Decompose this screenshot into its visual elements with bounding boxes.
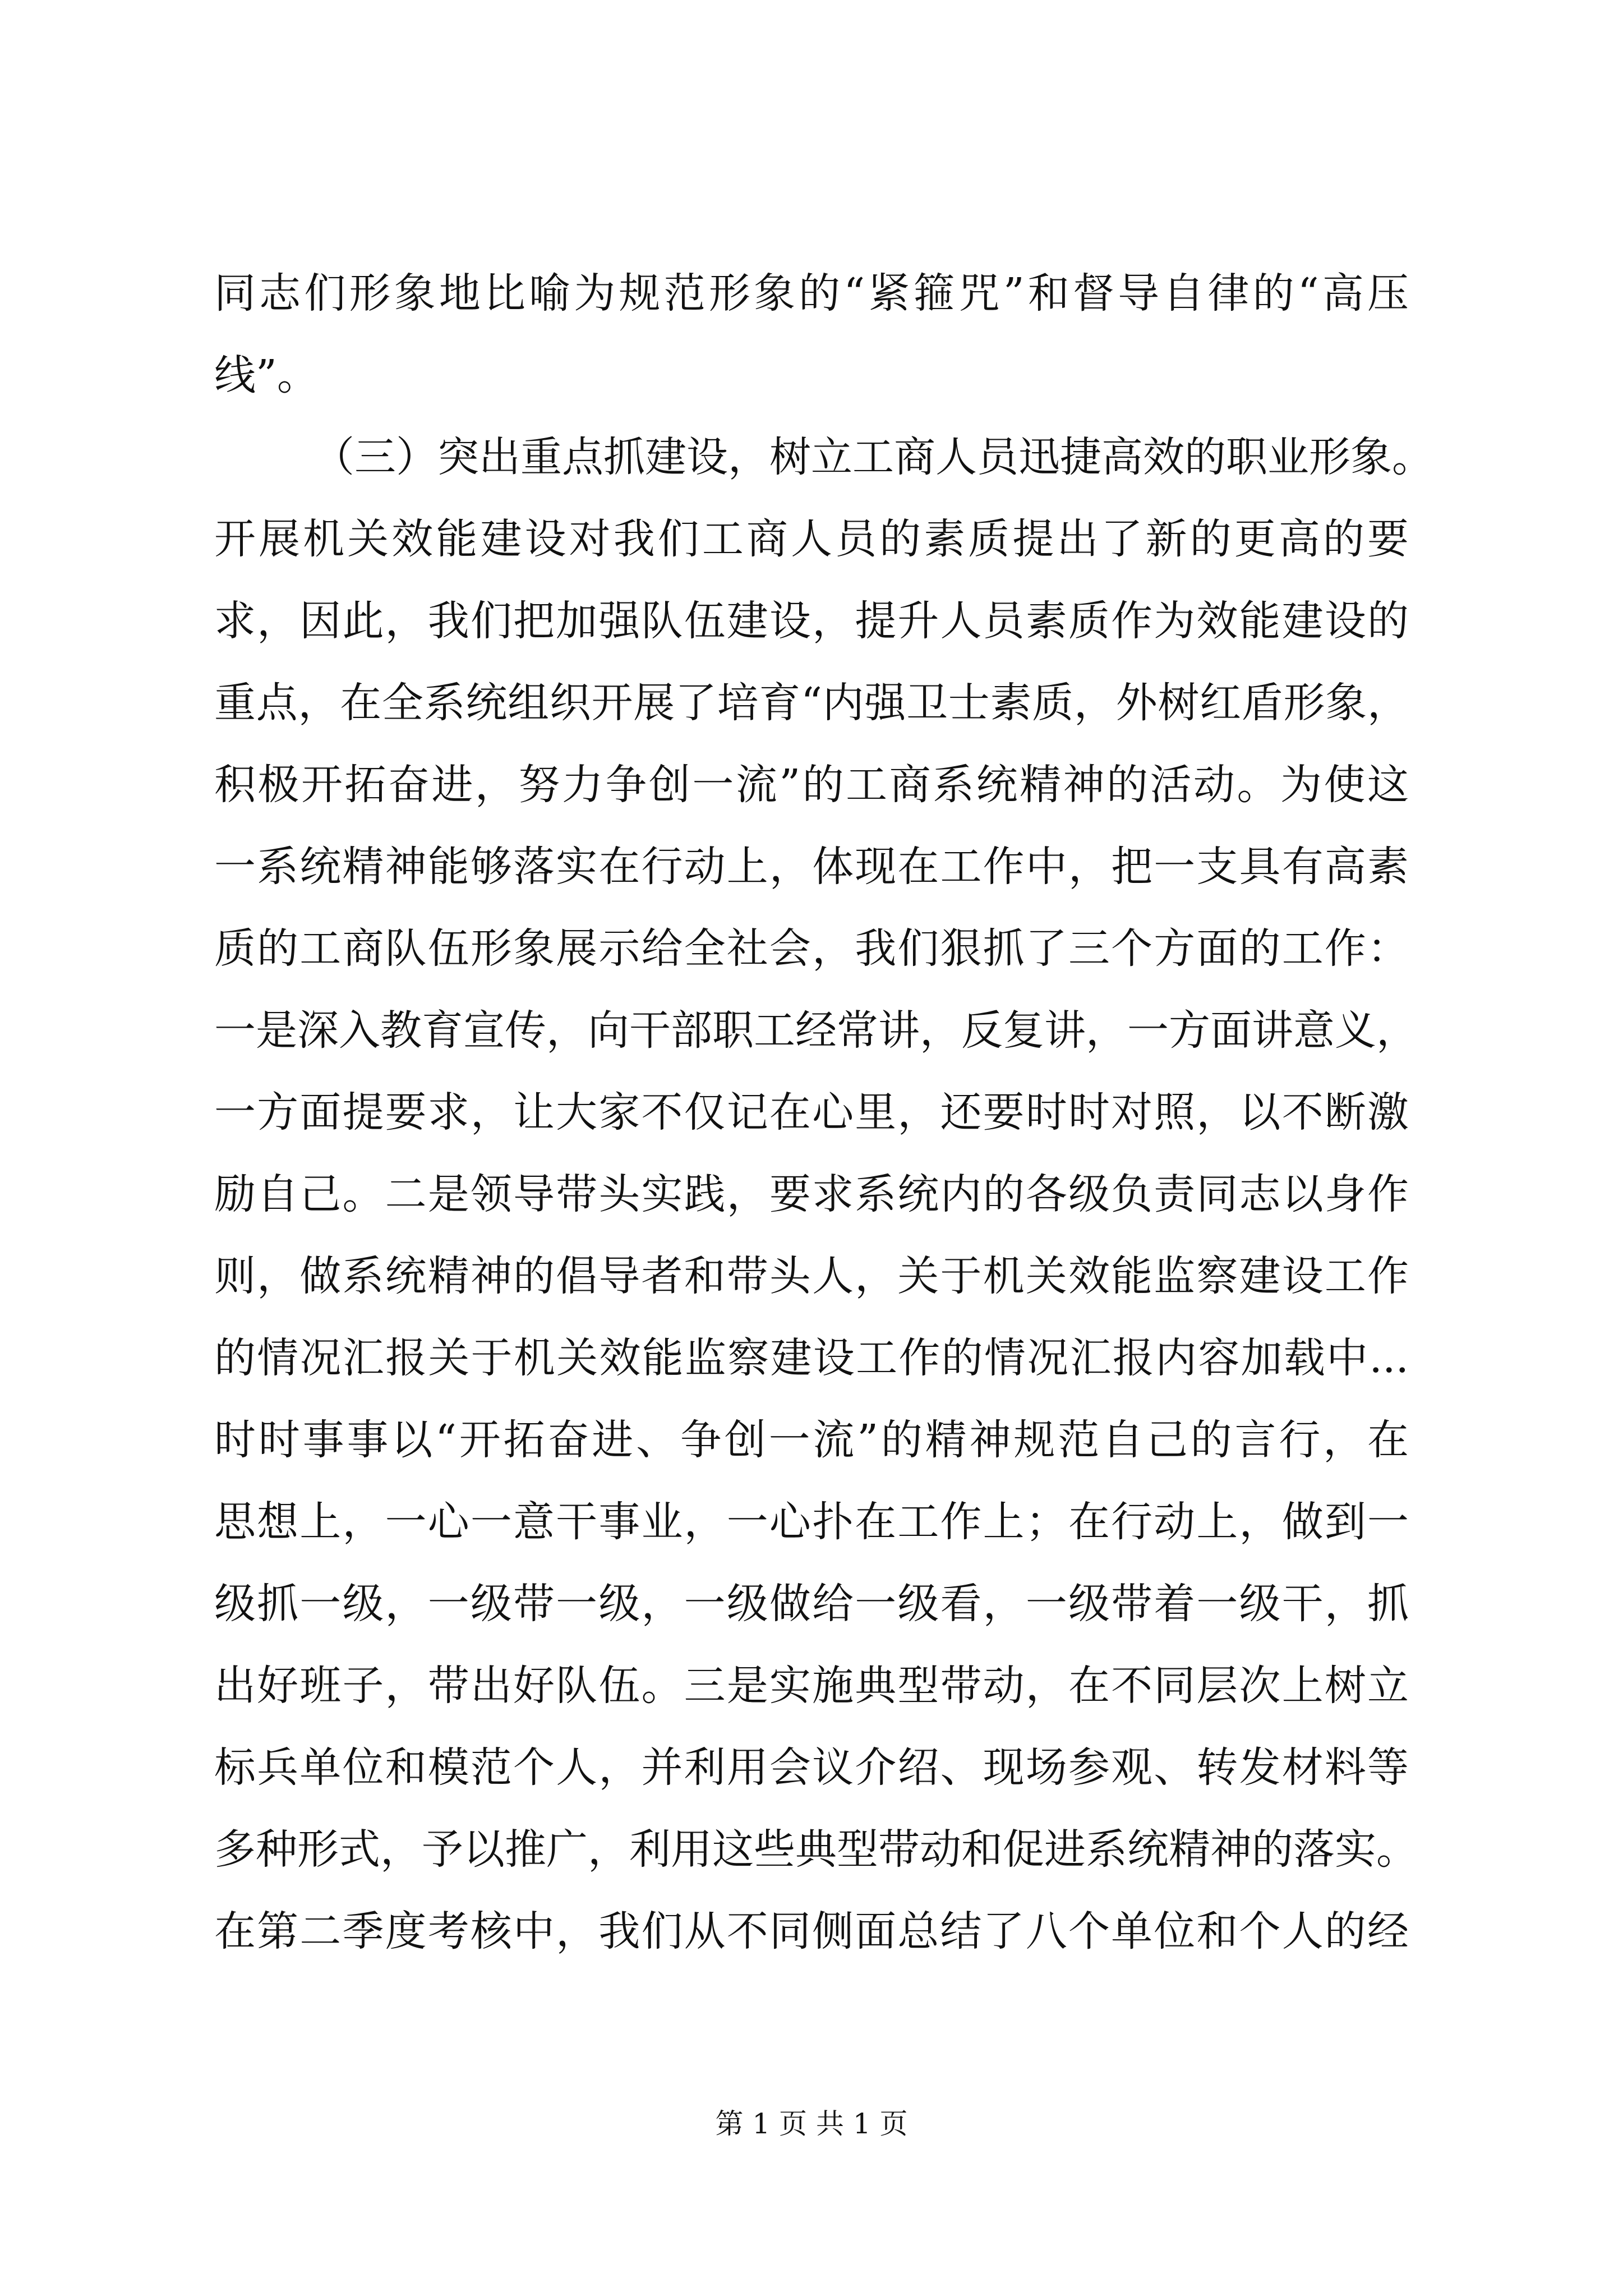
text-line: 多种形式，予以推广，利用这些典型带动和促进系统精神的落实。 <box>214 1825 1418 1874</box>
text-line: 一系统精神能够落实在行动上，体现在工作中，把一支具有高素 <box>214 843 1409 891</box>
text-line: 在第二季度考核中，我们从不同侧面总结了八个单位和个人的经 <box>214 1907 1409 1955</box>
text-line: 积极开拓奋进，努力争创一流”的工商系统精神的活动。为使这 <box>214 761 1409 809</box>
text-line: 一方面提要求，让大家不仅记在心里，还要时时对照，以不断激 <box>214 1088 1409 1137</box>
text-line: 质的工商队伍形象展示给全社会，我们狠抓了三个方面的工作： <box>214 924 1409 973</box>
document-body <box>214 252 1433 1972</box>
text-line: 开展机关效能建设对我们工商人员的素质提出了新的更高的要 <box>214 515 1409 563</box>
section-heading-line: （三）突出重点抓建设，树立工商人员迅捷高效的职业形象。 <box>313 433 1433 481</box>
text-line: 线”。 <box>214 351 319 399</box>
text-line: 则，做系统精神的倡导者和带头人，关于机关效能监察建设工作 <box>214 1252 1409 1300</box>
text-line: 求，因此，我们把加强队伍建设，提升人员素质作为效能建设的 <box>214 597 1409 645</box>
text-line: 思想上，一心一意干事业，一心扑在工作上；在行动上，做到一 <box>214 1498 1409 1546</box>
text-line: 同志们形象地比喻为规范形象的“紧箍咒”和督导自律的“高压 <box>214 269 1409 318</box>
text-line: 时时事事以“开拓奋进、争创一流”的精神规范自己的言行，在 <box>214 1416 1409 1464</box>
text-line: 级抓一级，一级带一级，一级做给一级看，一级带着一级干，抓 <box>214 1580 1409 1628</box>
page-number-footer: 第 1 页 共 1 页 <box>715 2108 908 2140</box>
text-line: 出好班子，带出好队伍。三是实施典型带动，在不同层次上树立 <box>214 1662 1409 1710</box>
text-line: 的情况汇报关于机关效能监察建设工作的情况汇报内容加载中... <box>214 1334 1409 1382</box>
text-line: 励自己。二是领导带头实践，要求系统内的各级负责同志以身作 <box>214 1170 1409 1218</box>
text-line: 一是深入教育宣传，向干部职工经常讲，反复讲，一方面讲意义， <box>214 1006 1418 1055</box>
text-line: 标兵单位和模范个人，并利用会议介绍、现场参观、转发材料等 <box>214 1743 1409 1792</box>
text-line: 重点，在全系统组织开展了培育“内强卫士素质，外树红盾形象， <box>214 679 1409 727</box>
